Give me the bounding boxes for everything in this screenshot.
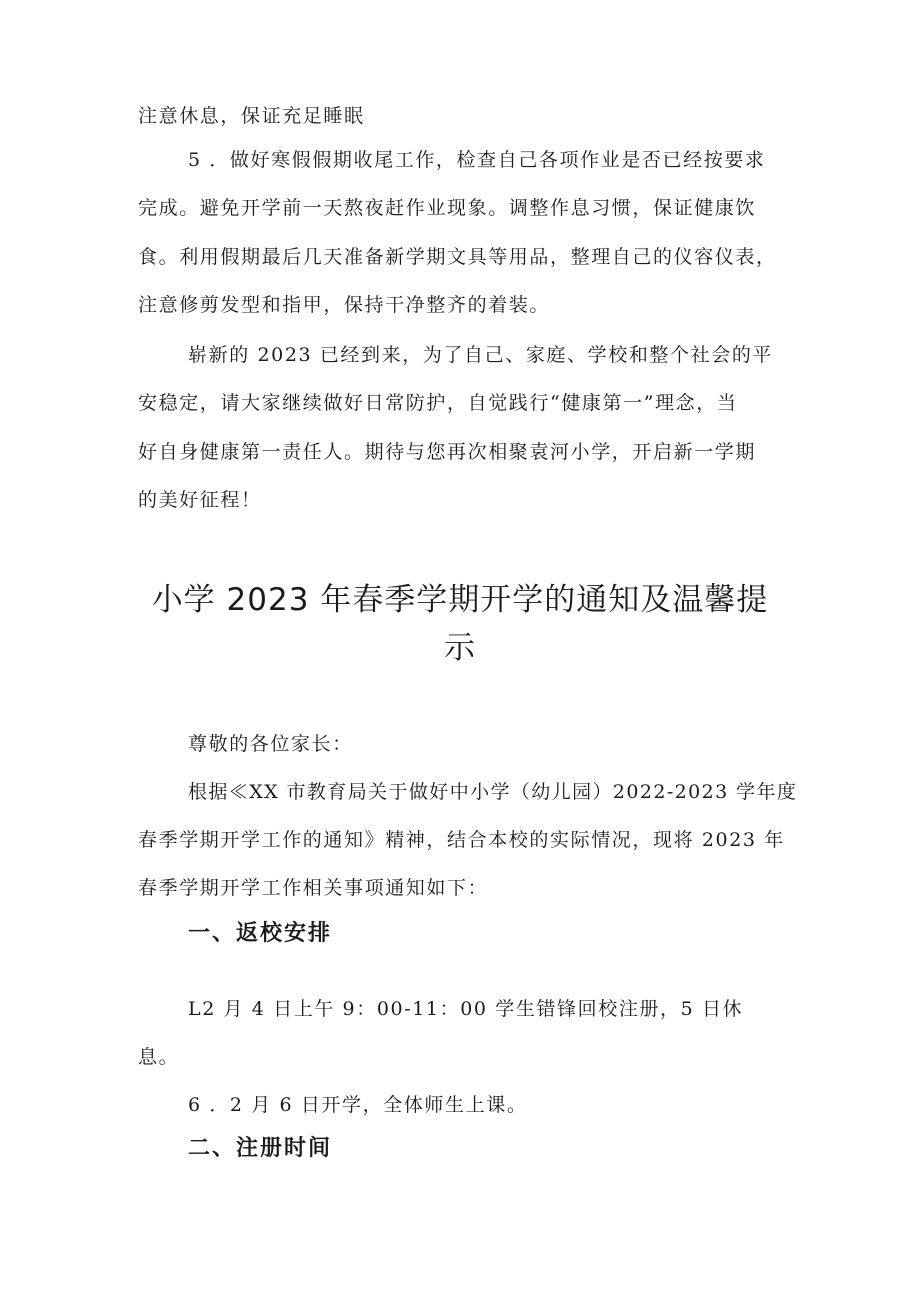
list-item-5-line: 完成。避免开学前一天熬夜赶作业现象。调整作息习惯，保证健康饮: [138, 197, 757, 219]
closing-paragraph-line: 好自身健康第一责任人。期待与您再次相聚袁河小学，开启新一学期: [138, 441, 757, 463]
notice-title-line-1: 小学 2023 年春季学期开学的通知及温馨提: [151, 582, 769, 618]
schedule-item-line: 息。: [138, 1046, 180, 1068]
schedule-item-line: L2 月 4 日上午 9：00-11：00 学生错锋回校注册，5 日休: [188, 998, 744, 1020]
paragraph-line: 注意休息，保证充足睡眠: [138, 105, 365, 127]
list-item-5-line: 注意修剪发型和指甲，保持干净整齐的着装。: [138, 294, 551, 316]
list-item-5-line: 食。利用假期最后几天准备新学期文具等用品，整理自己的仪容仪表，: [138, 246, 777, 268]
section-heading-return-arrangement: 一、返校安排: [188, 921, 333, 946]
list-item-5-line: 5 ．做好寒假假期收尾工作，检查自己各项作业是否已经按要求: [188, 149, 766, 171]
intro-paragraph-line: 春季学期开学工作的通知》精神，结合本校的实际情况，现将 2023 年: [138, 829, 785, 851]
schedule-item-line: 6 ．2 月 6 日开学，全体师生上课。: [188, 1094, 528, 1116]
closing-paragraph-line: 崭新的 2023 已经到来，为了自己、家庭、学校和整个社会的平: [188, 344, 774, 366]
salutation: 尊敬的各位家长：: [188, 733, 353, 755]
closing-paragraph-line: 的美好征程！: [138, 489, 262, 511]
intro-paragraph-line: 春季学期开学工作相关事项通知如下：: [138, 877, 489, 899]
section-heading-registration-time: 二、注册时间: [188, 1136, 333, 1161]
closing-paragraph-line: 安稳定，请大家继续做好日常防护，自觉践行“健康第一”理念，当: [138, 392, 738, 414]
intro-paragraph-line: 根据≪XX 市教育局关于做好中小学（幼儿园）2022-2023 学年度: [188, 781, 798, 803]
notice-title-line-2: 示: [444, 630, 476, 666]
